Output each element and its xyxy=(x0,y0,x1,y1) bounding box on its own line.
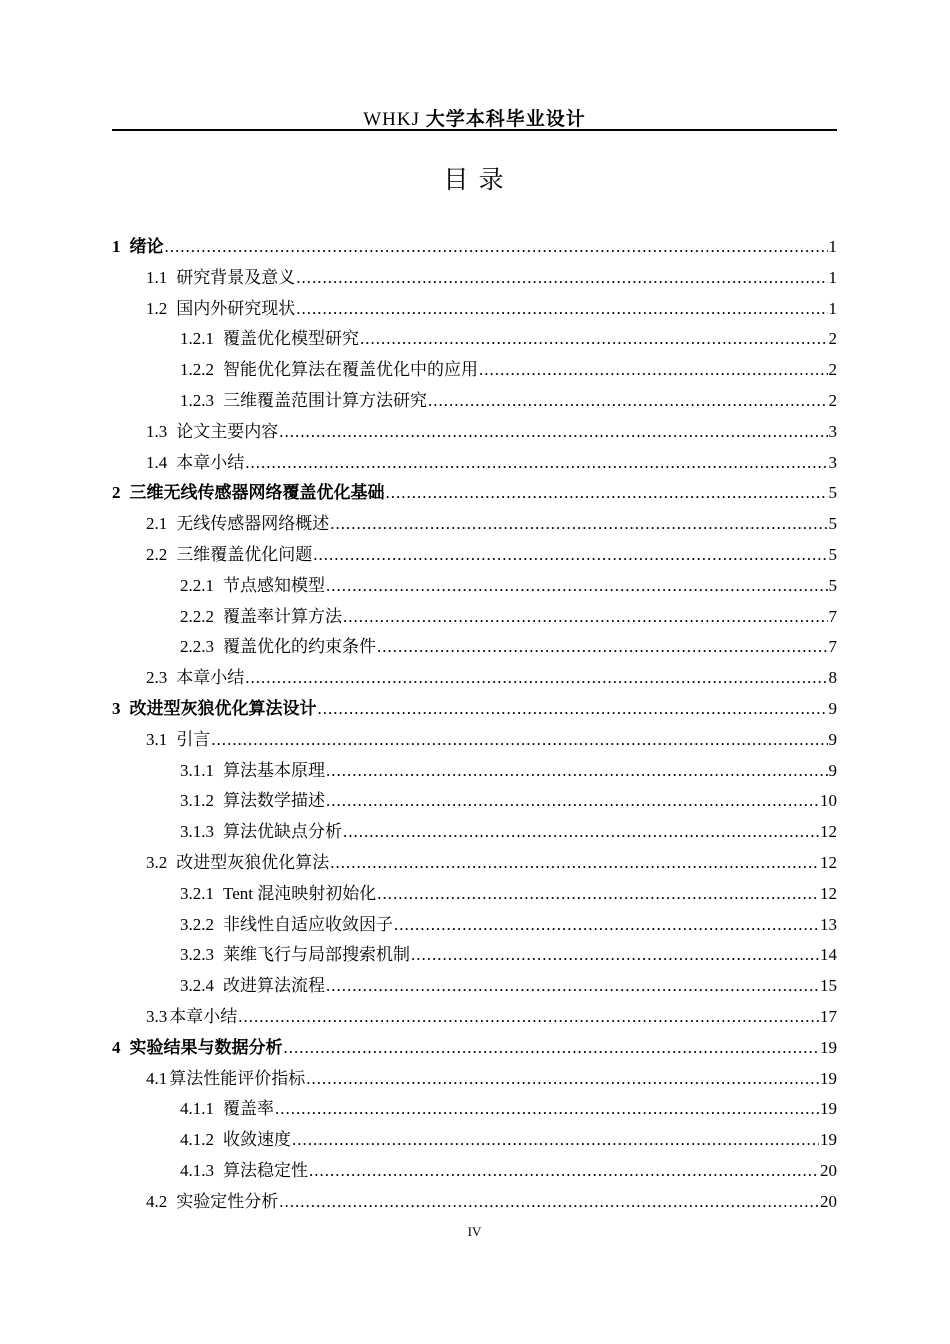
toc-dot-leader xyxy=(330,853,819,873)
toc-entry-number: 3.2.2 xyxy=(180,914,214,934)
toc-entry[interactable] xyxy=(112,786,837,817)
toc-entry-title: 实验定性分析 xyxy=(176,1191,279,1211)
toc-entry[interactable] xyxy=(112,386,837,417)
toc-entry-title: 绪论 xyxy=(129,237,164,256)
toc-entry[interactable] xyxy=(112,1156,837,1187)
toc-entry[interactable] xyxy=(112,509,837,540)
toc-entry-page: 5 xyxy=(828,544,837,564)
toc-entry-page: 3 xyxy=(828,452,837,472)
toc-entry-title: 算法性能评价指标 xyxy=(169,1068,306,1088)
toc-entry[interactable] xyxy=(112,232,837,263)
toc-entry[interactable] xyxy=(112,263,837,294)
toc-entry-number: 1.2.1 xyxy=(180,329,214,349)
toc-entry-page: 10 xyxy=(820,791,837,811)
toc-entry[interactable] xyxy=(112,355,837,386)
toc-entry[interactable] xyxy=(112,1002,837,1033)
toc-entry-number: 3.2.4 xyxy=(180,976,214,996)
toc-entry-title: 本章小结 xyxy=(169,1006,238,1026)
toc-entry[interactable] xyxy=(112,1125,837,1156)
toc-entry-number: 1.1 xyxy=(146,267,168,287)
toc-entry-title: 算法稳定性 xyxy=(223,1160,308,1180)
toc-entry-page: 7 xyxy=(828,606,837,626)
toc-entry-page: 7 xyxy=(828,637,837,657)
toc-entry-number: 1.2.3 xyxy=(180,390,214,410)
toc-dot-leader xyxy=(343,822,819,842)
toc-entry[interactable] xyxy=(112,694,837,725)
toc-entry-number: 1.4 xyxy=(146,452,168,472)
toc-entry-number: 2.3 xyxy=(146,668,168,688)
page-title: 目 录 xyxy=(443,167,506,194)
toc-entry-title: 莱维飞行与局部搜索机制 xyxy=(223,945,410,965)
toc-entry-page: 17 xyxy=(820,1006,837,1026)
toc-entry[interactable] xyxy=(112,1064,837,1095)
toc-dot-leader xyxy=(318,699,828,719)
toc-entry-title: 改进算法流程 xyxy=(223,976,325,996)
toc-entry[interactable] xyxy=(112,1033,837,1064)
toc-entry-title: 收敛速度 xyxy=(223,1130,291,1150)
toc-dot-leader xyxy=(411,945,819,965)
toc-entry-page: 5 xyxy=(828,575,837,595)
toc-entry-page: 19 xyxy=(820,1130,837,1150)
toc-entry-page: 20 xyxy=(820,1191,837,1211)
toc-entry-number: 1 xyxy=(112,237,121,256)
toc-entry-title: 三维覆盖范围计算方法研究 xyxy=(223,390,427,410)
toc-dot-leader xyxy=(330,514,827,534)
toc-dot-leader xyxy=(165,237,828,257)
toc-entry-title: 引言 xyxy=(176,729,211,749)
toc-dot-leader xyxy=(479,360,828,380)
toc-entry-page: 2 xyxy=(828,329,837,349)
toc-dot-leader xyxy=(386,483,828,503)
toc-entry-title: 国内外研究现状 xyxy=(176,298,296,318)
toc-dot-leader xyxy=(279,1192,819,1212)
page-header xyxy=(112,104,837,131)
toc-entry[interactable] xyxy=(112,971,837,1002)
toc-entry[interactable] xyxy=(112,663,837,694)
toc-entry-page: 14 xyxy=(820,945,837,965)
toc-dot-leader xyxy=(326,576,828,596)
toc-entry[interactable] xyxy=(112,910,837,941)
toc-entry[interactable] xyxy=(112,940,837,971)
toc-entry-page: 5 xyxy=(828,514,837,534)
toc-entry-page: 9 xyxy=(828,760,837,780)
toc-entry-page: 2 xyxy=(828,360,837,380)
toc-entry[interactable] xyxy=(112,632,837,663)
toc-entry-title: 算法数学描述 xyxy=(223,791,325,811)
toc-entry-page: 9 xyxy=(828,698,837,718)
toc-entry-number: 2.2 xyxy=(146,544,168,564)
toc-entry[interactable] xyxy=(112,879,837,910)
toc-entry-page: 3 xyxy=(828,421,837,441)
toc-entry-page: 19 xyxy=(820,1099,837,1119)
toc-entry-page: 5 xyxy=(828,483,837,503)
toc-entry-number: 4.1 xyxy=(146,1068,168,1088)
toc-entry-page: 12 xyxy=(820,883,837,903)
toc-entry-title: 无线传感器网络概述 xyxy=(176,514,330,534)
toc-entry-title: 改进型灰狼优化算法设计 xyxy=(129,698,317,718)
toc-entry-page: 1 xyxy=(828,237,837,256)
toc-entry-title: 本章小结 xyxy=(176,452,245,472)
toc-dot-leader xyxy=(238,1007,819,1027)
toc-entry-number: 1.2 xyxy=(146,298,168,318)
toc-entry-title: Tent 混沌映射初始化 xyxy=(223,883,377,903)
toc-entry-page: 12 xyxy=(820,822,837,842)
toc-dot-leader xyxy=(211,730,827,750)
toc-entry-title: 覆盖率计算方法 xyxy=(223,606,342,626)
toc-entry-page: 19 xyxy=(820,1068,837,1088)
toc-dot-leader xyxy=(313,545,827,565)
toc-entry-number: 4.1.3 xyxy=(180,1160,214,1180)
toc-entry-title: 非线性自适应收敛因子 xyxy=(223,914,393,934)
toc-dot-leader xyxy=(292,1130,819,1150)
toc-dot-leader xyxy=(306,1069,819,1089)
toc-entry-title: 覆盖优化模型研究 xyxy=(223,329,359,349)
toc-dot-leader xyxy=(428,391,828,411)
toc-entry-page: 2 xyxy=(828,390,837,410)
toc-entry-title: 改进型灰狼优化算法 xyxy=(176,852,330,872)
toc-entry-title: 覆盖优化的约束条件 xyxy=(223,637,376,657)
toc-entry-page: 8 xyxy=(828,668,837,688)
toc-dot-leader xyxy=(360,329,828,349)
toc-entry-number: 4.2 xyxy=(146,1191,168,1211)
toc-entry-number: 4 xyxy=(112,1037,121,1057)
toc-entry-number: 3 xyxy=(112,698,121,718)
toc-entry[interactable] xyxy=(112,1094,837,1125)
toc-entry-title: 算法基本原理 xyxy=(223,760,325,780)
toc-entry-page: 12 xyxy=(820,852,837,872)
toc-dot-leader xyxy=(343,607,828,627)
toc-entry[interactable] xyxy=(112,725,837,756)
toc-entry-page: 9 xyxy=(828,729,837,749)
toc-entry-number: 3.2 xyxy=(146,852,168,872)
toc-entry-page: 20 xyxy=(820,1160,837,1180)
toc-entry[interactable] xyxy=(112,540,837,571)
toc-entry-number: 3.1 xyxy=(146,729,168,749)
toc-entry-number: 3.3 xyxy=(146,1006,168,1026)
toc-entry-title: 研究背景及意义 xyxy=(176,267,296,287)
toc-dot-leader xyxy=(284,1038,820,1058)
toc-dot-leader xyxy=(245,668,827,688)
toc-dot-leader xyxy=(296,299,827,319)
toc-dot-leader xyxy=(279,422,827,442)
toc-dot-leader xyxy=(394,915,819,935)
toc-dot-leader xyxy=(326,791,819,811)
toc-entry[interactable] xyxy=(112,1187,837,1218)
toc-entry[interactable] xyxy=(112,756,837,787)
toc-entry-number: 1.2.2 xyxy=(180,360,214,380)
toc-entry-number: 1.3 xyxy=(146,421,168,441)
toc-entry[interactable] xyxy=(112,294,837,325)
toc-entry[interactable] xyxy=(112,571,837,602)
toc-entry-number: 2 xyxy=(112,483,121,503)
toc-entry-number: 3.1.2 xyxy=(180,791,214,811)
toc-entry-page: 19 xyxy=(820,1037,837,1057)
toc-entry-title: 覆盖率 xyxy=(223,1099,274,1119)
toc-dot-leader xyxy=(245,453,827,473)
toc-entry[interactable] xyxy=(112,478,837,509)
header-prefix: WHKJ xyxy=(363,109,420,130)
toc-entry-number: 3.1.3 xyxy=(180,822,214,842)
header-rule xyxy=(112,129,837,131)
toc-dot-leader xyxy=(296,268,827,288)
toc-entry-page: 1 xyxy=(828,298,837,318)
header-school: 大学本科毕业设计 xyxy=(425,109,586,130)
toc-entry-number: 2.1 xyxy=(146,514,168,534)
toc-entry-number: 3.2.3 xyxy=(180,945,214,965)
toc-dot-leader xyxy=(377,884,819,904)
toc-entry-number: 4.1.2 xyxy=(180,1130,214,1150)
toc-entry-number: 2.2.1 xyxy=(180,575,214,595)
toc-dot-leader xyxy=(377,637,828,657)
toc-entry-title: 算法优缺点分析 xyxy=(223,822,342,842)
toc-entry-title: 三维无线传感器网络覆盖优化基础 xyxy=(129,483,385,503)
toc-entry[interactable] xyxy=(112,448,837,479)
toc-entry-title: 节点感知模型 xyxy=(223,575,325,595)
toc-entry-number: 4.1.1 xyxy=(180,1099,214,1119)
toc-entry-number: 2.2.3 xyxy=(180,637,214,657)
toc-entry[interactable] xyxy=(112,324,837,355)
toc-dot-leader xyxy=(326,976,819,996)
toc-entry-title: 论文主要内容 xyxy=(176,421,279,441)
toc-entry-number: 3.1.1 xyxy=(180,760,214,780)
toc-entry[interactable] xyxy=(112,602,837,633)
toc-entry-number: 3.2.1 xyxy=(180,883,214,903)
page-number: IV xyxy=(467,1224,482,1239)
toc-entry-title: 实验结果与数据分析 xyxy=(129,1037,283,1057)
table-of-contents xyxy=(112,232,837,1218)
toc-entry-title: 三维覆盖优化问题 xyxy=(176,544,313,564)
toc-entry-page: 13 xyxy=(820,914,837,934)
toc-entry[interactable] xyxy=(112,848,837,879)
toc-dot-leader xyxy=(275,1099,819,1119)
toc-entry[interactable] xyxy=(112,817,837,848)
toc-dot-leader xyxy=(309,1161,819,1181)
toc-entry-title: 本章小结 xyxy=(176,668,245,688)
toc-dot-leader xyxy=(326,761,828,781)
toc-entry-title: 智能优化算法在覆盖优化中的应用 xyxy=(223,360,478,380)
toc-entry-page: 15 xyxy=(820,976,837,996)
toc-entry-number: 2.2.2 xyxy=(180,606,214,626)
toc-entry-page: 1 xyxy=(828,267,837,287)
toc-entry[interactable] xyxy=(112,417,837,448)
